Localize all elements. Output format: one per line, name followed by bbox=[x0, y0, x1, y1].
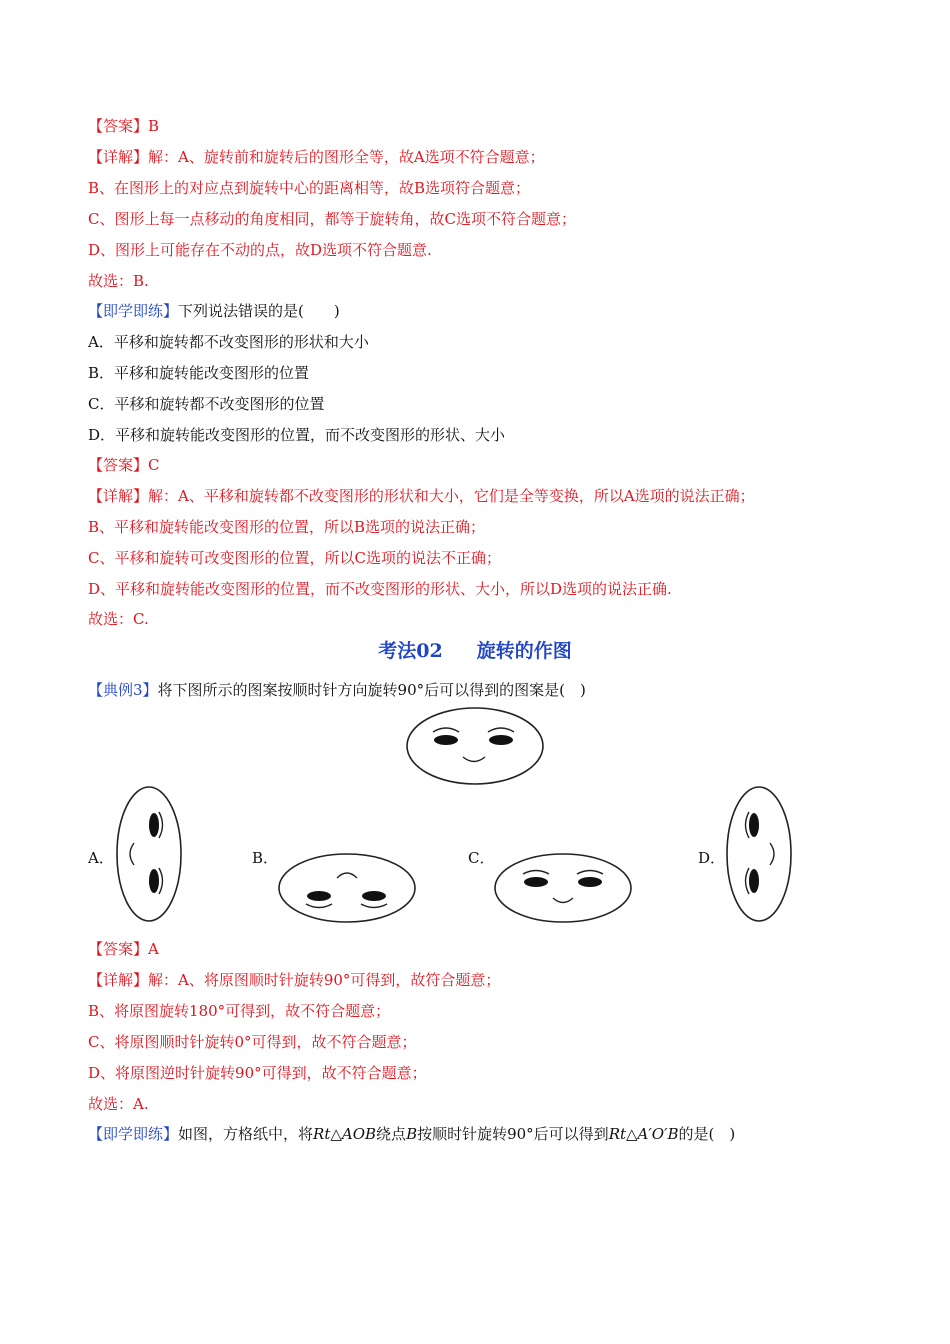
option-a-label: A． bbox=[88, 849, 114, 867]
example-tag: 【典例3】 bbox=[88, 681, 158, 699]
triangle-image: Rt△A′O′B bbox=[608, 1125, 679, 1143]
detail-line: B、将原图旋转180°可得到，故不符合题意； bbox=[88, 1002, 391, 1020]
conclusion-line: 故选：B. bbox=[88, 272, 149, 290]
practice-question-2: 【即学即练】如图，方格纸中，将Rt△AOB绕点B按顺时针旋转90°后可以得到Rt△A′O′B的是( ) bbox=[88, 1125, 736, 1143]
example-question: 【典例3】将下图所示的图案按顺时针方向旋转90°后可以得到的图案是( ) bbox=[88, 681, 586, 699]
answer-tag: 【答案】 bbox=[88, 117, 149, 135]
detail-line: D、图形上可能存在不动的点，故D选项不符合题意. bbox=[88, 241, 432, 259]
option-d-face[interactable] bbox=[724, 784, 794, 924]
rotation-point: B bbox=[406, 1125, 418, 1143]
answer-line-1 bbox=[88, 116, 159, 136]
detail-line: C、平移和旋转可改变图形的位置，所以C选项的说法不正确； bbox=[88, 549, 501, 567]
option-c: C．平移和旋转都不改变图形的位置 bbox=[88, 395, 325, 413]
detail-line: 【详解】解：A、将原图顺时针旋转90°可得到，故符合题意； bbox=[88, 971, 501, 989]
conclusion-line: 故选：C. bbox=[88, 610, 149, 628]
section-title: 旋转的作图 bbox=[476, 640, 572, 662]
answer-line-3 bbox=[88, 939, 159, 959]
detail-line: C、图形上每一点移动的角度相同，都等于旋转角，故C选项不符合题意； bbox=[88, 210, 576, 228]
original-face-figure bbox=[405, 705, 545, 787]
detail-tag: 【详解】 bbox=[88, 148, 149, 166]
detail-tag: 【详解】 bbox=[88, 487, 149, 505]
answer-value: A bbox=[148, 940, 159, 958]
answer-tag: 【答案】 bbox=[88, 456, 149, 474]
detail-line: C、将原图顺时针旋转0°可得到，故不符合题意； bbox=[88, 1033, 417, 1051]
section-heading bbox=[0, 638, 950, 664]
detail-line: D、将原图逆时针旋转90°可得到，故不符合题意； bbox=[88, 1064, 427, 1082]
detail-tag: 【详解】 bbox=[88, 971, 149, 989]
answer-value: B bbox=[148, 117, 160, 135]
option-b: B．平移和旋转能改变图形的位置 bbox=[88, 364, 310, 382]
answer-tag: 【答案】 bbox=[88, 940, 149, 958]
option-a-face[interactable] bbox=[114, 784, 184, 924]
conclusion-line: 故选：A. bbox=[88, 1095, 149, 1113]
detail-line: D、平移和旋转能改变图形的位置，而不改变图形的形状、大小，所以D选项的说法正确. bbox=[88, 580, 672, 598]
option-c-face[interactable] bbox=[493, 852, 633, 924]
option-d: D．平移和旋转能改变图形的位置，而不改变图形的形状、大小 bbox=[88, 426, 506, 444]
practice-tag: 【即学即练】 bbox=[88, 302, 179, 320]
detail-line: 【详解】解：A、旋转前和旋转后的图形全等，故A选项不符合题意； bbox=[88, 148, 545, 166]
option-b-label: B． bbox=[252, 849, 279, 867]
detail-line: 【详解】解：A、平移和旋转都不改变图形的形状和大小，它们是全等变换，所以A选项的说法正确； bbox=[88, 487, 755, 505]
option-d-label: D． bbox=[698, 849, 726, 867]
practice-tag: 【即学即练】 bbox=[88, 1125, 179, 1143]
option-b-face[interactable] bbox=[277, 852, 417, 924]
section-label: 考法02 bbox=[378, 640, 443, 662]
practice-question: 【即学即练】下列说法错误的是( ) bbox=[88, 302, 340, 320]
answer-line-2 bbox=[88, 455, 160, 475]
triangle-aob: Rt△AOB bbox=[313, 1125, 377, 1143]
option-a: A．平移和旋转都不改变图形的形状和大小 bbox=[88, 333, 369, 351]
detail-line: B、平移和旋转能改变图形的位置，所以B选项的说法正确； bbox=[88, 518, 486, 536]
detail-line: B、在图形上的对应点到旋转中心的距离相等，故B选项符合题意； bbox=[88, 179, 531, 197]
answer-value: C bbox=[148, 456, 160, 474]
option-c-label: C． bbox=[468, 849, 495, 867]
